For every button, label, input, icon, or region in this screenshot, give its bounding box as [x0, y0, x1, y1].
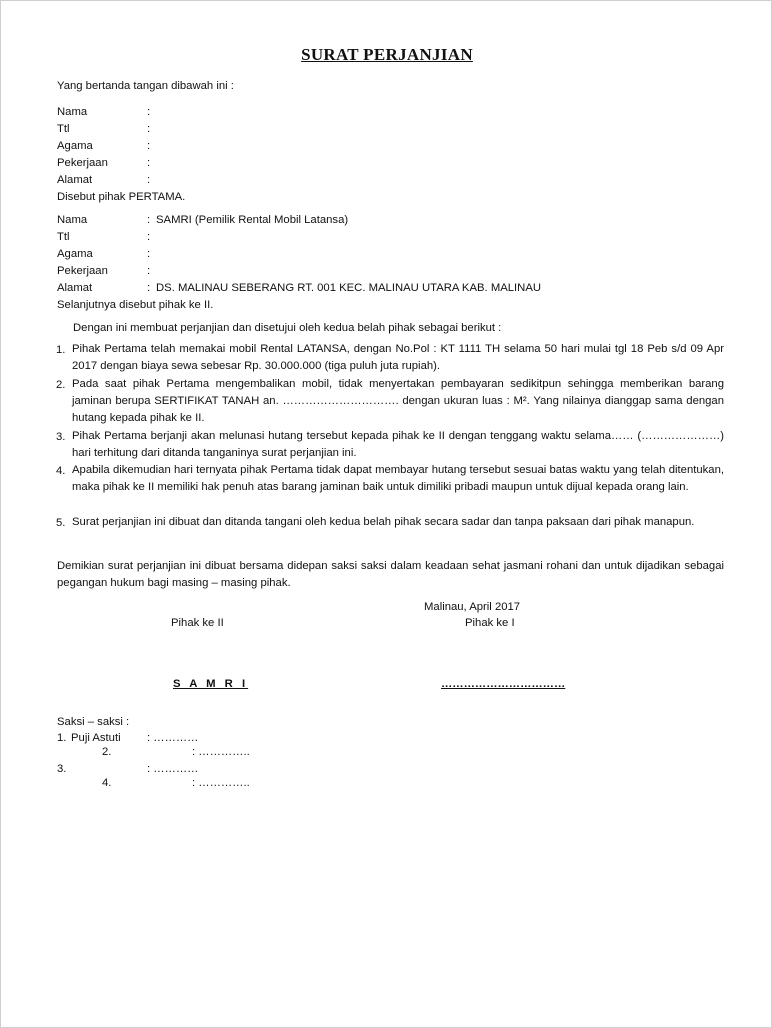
witness-line: : …………..: [192, 746, 250, 758]
clause-text: Pihak Pertama telah memakai mobil Rental LATANSA, dengan No.Pol : KT 1111 TH selama 50 hari mulai tgl 18 Peb s/d 09 Apr 2017 dengan biaya sewa sebesar Rp. 30.000.000 (tiga puluh juta rupiah).: [72, 343, 724, 372]
party1-label-name: Nama: [57, 106, 88, 118]
party1-colon-alamat: :: [147, 174, 151, 186]
left-signatory-name: S A M R I: [173, 678, 249, 690]
party2-colon-pekerjaan: :: [147, 265, 151, 277]
party2-colon-alamat: :: [147, 282, 151, 294]
closing-paragraph: Demikian surat perjanjian ini dibuat bersama didepan saksi saksi dalam keadaan sehat jasmani rohani dan untuk dijadikan sebagai pegangan hukum bagi masing – masing pihak.: [57, 560, 724, 589]
party1-label-alamat: Alamat: [57, 174, 93, 186]
witness-line: : …………: [147, 763, 199, 775]
place-date: Malinau, April 2017: [424, 601, 521, 613]
party2-label-alamat: Alamat: [57, 282, 93, 294]
party1-label-pekerjaan: Pekerjaan: [57, 157, 108, 169]
clause-number: 3.: [56, 431, 66, 443]
party1-colon-name: :: [147, 106, 151, 118]
agreement-intro: Dengan ini membuat perjanjian dan disetujui oleh kedua belah pihak sebagai berikut :: [73, 322, 502, 334]
clause-number: 1.: [56, 344, 66, 356]
clause-text: Pada saat pihak Pertama mengembalikan mobil, tidak menyertakan pembayaran sedikitpun sehingga memberikan barang jaminan berupa SERTIFIKAT TANAH an. …………………………. dengan ukuran luas : M². Yang nilainya dianggap sama dengan hutang kepada pihak ke II.: [72, 378, 724, 424]
party1-label-agama: Agama: [57, 140, 93, 152]
witness-number: 3.: [57, 763, 67, 775]
clause-text: Surat perjanjian ini dibuat dan ditanda tangani oleh kedua belah pihak secara sadar dan tanpa paksaan dari pihak manapun.: [72, 516, 695, 528]
party2-colon-name: :: [147, 214, 151, 226]
party1-colon-ttl: :: [147, 123, 151, 135]
party2-colon-ttl: :: [147, 231, 151, 243]
clause-number: 4.: [56, 465, 66, 477]
clause-number: 2.: [56, 379, 66, 391]
witness-number: 2.: [102, 746, 112, 758]
party2-value-alamat: DS. MALINAU SEBERANG RT. 001 KEC. MALINAU UTARA KAB. MALINAU: [156, 282, 542, 294]
clause-number: 5.: [56, 517, 66, 529]
party1-label-ttl: Ttl: [57, 123, 70, 135]
witness-line: : …………: [147, 732, 199, 744]
clause-text: Pihak Pertama berjanji akan melunasi hutang tersebut kepada pihak ke II dengan tenggang waktu selama…… (…………………) hari terhitung dari ditanda tanganinya surat perjanjian ini.: [72, 430, 724, 459]
right-signatory-name: ……………………………: [441, 678, 566, 690]
witness-number: 4.: [102, 777, 112, 789]
party2-label-name: Nama: [57, 214, 88, 226]
left-signatory-role: Pihak ke II: [171, 617, 224, 629]
clause-text: Apabila dikemudian hari ternyata pihak Pertama tidak dapat membayar hutang tersebut sesuai batas waktu yang telah ditentukan, maka pihak ke II memiliki hak penuh atas barang jaminan baik untuk dimiliki pribadi maupun untuk dijual kepada orang lain.: [72, 464, 724, 493]
witness-line: : …………..: [192, 777, 250, 789]
party2-designation: Selanjutnya disebut pihak ke II.: [57, 299, 214, 311]
party2-label-pekerjaan: Pekerjaan: [57, 265, 108, 277]
party1-colon-pekerjaan: :: [147, 157, 151, 169]
witness-name: Puji Astuti: [71, 732, 121, 744]
document-title: SURAT PERJANJIAN: [301, 45, 473, 64]
party2-label-ttl: Ttl: [57, 231, 70, 243]
witness-number: 1.: [57, 732, 67, 744]
party1-colon-agama: :: [147, 140, 151, 152]
party2-colon-agama: :: [147, 248, 151, 260]
party1-designation: Disebut pihak PERTAMA.: [57, 191, 186, 203]
intro-text: Yang bertanda tangan dibawah ini :: [57, 80, 234, 92]
party2-label-agama: Agama: [57, 248, 93, 260]
right-signatory-role: Pihak ke I: [465, 617, 515, 629]
party2-value-name: SAMRI (Pemilik Rental Mobil Latansa): [156, 214, 349, 226]
witness-heading: Saksi – saksi :: [57, 716, 130, 728]
